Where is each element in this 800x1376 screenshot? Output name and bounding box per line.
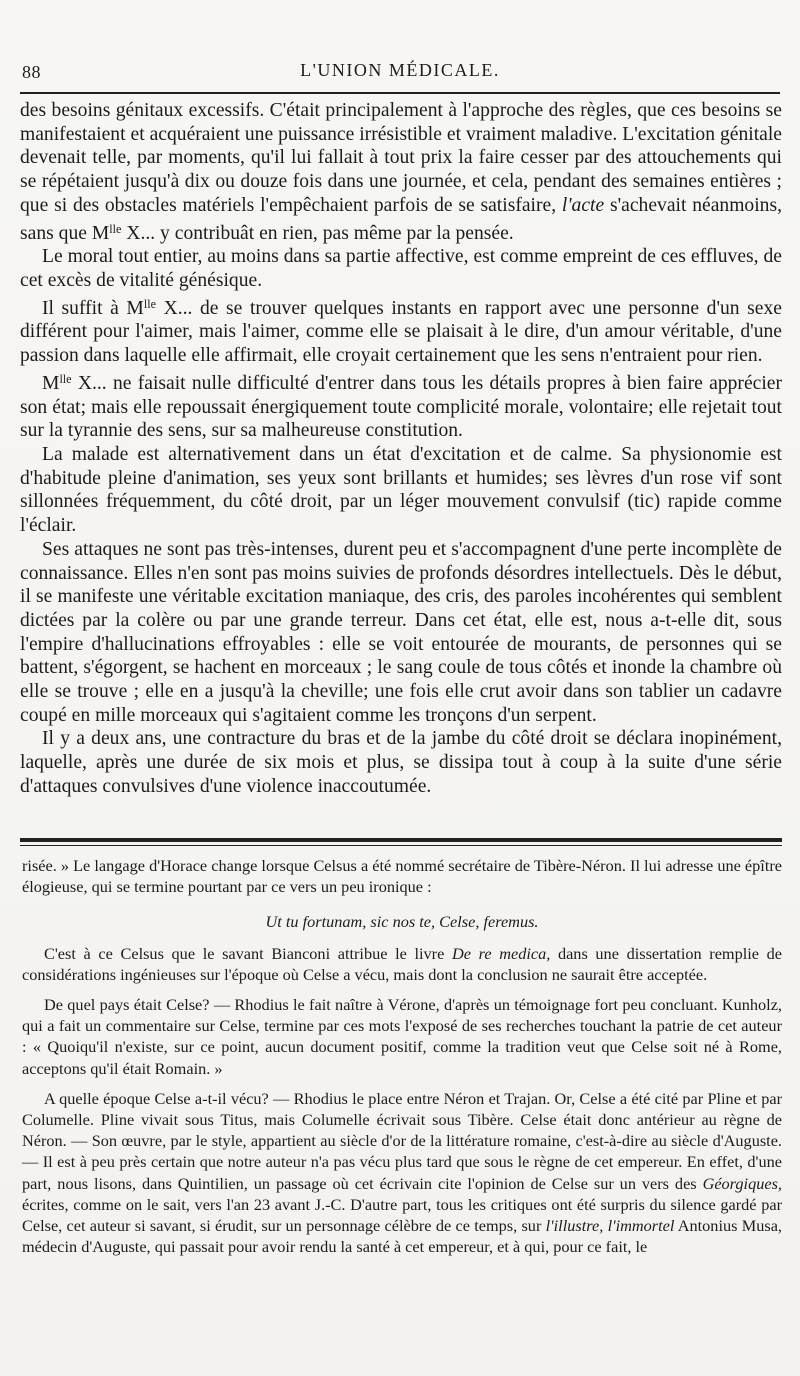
note-paragraph: A quelle époque Celse a-t-il vécu? — Rhodius le place entre Néron et Trajan. Or, Celse a été cité par Pline et par Columelle. Pline vivait sous Titus, mais Columelle écrivait sous Tibère. Celse était donc antérieur au règne de Néron. — Son œuvre, par le style, appartient au siècle d'or de la littérature romaine, c'est-à-dire au siècle d'Auguste. — Il est à peu près certain que notre auteur n'a pas vécu plus tard que sous le règne de cet empereur. En effet, d'une part, nous lisons, dans Quintilien, un passage où cet écrivain cite l'opinion de Celse sur un vers des Géorgiques, écrites, comme on le sait, vers l'an 23 avant J.-C. D'autre part, tous les critiques ont été surpris du silence gardé par Celse, cet auteur si savant, si érudit, sur un personnage célèbre de ce temps, sur l'illustre, l'immortel Antonius Musa, médecin d'Auguste, qui passait pour avoir rendu la santé à cet empereur, et à qui, pour ce fait, le <box>22 1088 782 1257</box>
page-number: 88 <box>22 62 41 82</box>
paragraph: Le moral tout entier, au moins dans sa partie affective, est comme empreint de ces effluves, de cet excès de vitalité génésique. <box>20 246 782 291</box>
footnote-rule-thin <box>20 845 782 846</box>
paragraph: des besoins génitaux excessifs. C'était principalement à l'approche des règles, que ces besoins se manifestaient et acquéraient une puissance irrésistible et vraiment maladive. L'excitation génitale devenait telle, par moments, qu'il lui fallait à tout prix la faire cesser par des attouchements qui se répétaient jusqu'à dix ou douze fois dans une journée, et cela, pendant des semaines entières ; que si des obstacles matériels l'empêchaient parfois de se satisfaire, l'acte s'achevait néanmoins, sans que $M^{lle}$ X... y contribuât en rien, pas même par la pensée. <box>20 100 782 244</box>
header-rule <box>20 92 780 94</box>
paragraph: Ses attaques ne sont pas très-intenses, durent peu et s'accompagnent d'une perte incomplète de connaissance. Elles n'en sont pas moins suivies de profonds désordres intellectuels. Dès le début, il se manifeste une véritable excitation maniaque, des cris, des paroles incohérentes qui semblent dictées par la colère ou par une grande terreur. Dans cet état, elle est, nous a-t-elle dit, sous l'empire d'hallucinations effroyables : elle se voit entourée de mourants, de personnes qui se battent, s'égorgent, se hachent en morceaux ; le sang coule de tous côtés et inonde la chambre où elle se trouve ; elle en a jusqu'à la cheville; une fois elle crut avoir dans son tablier un cadavre coupé en mille morceaux qui s'agitaient comme les tronçons d'un serpent. <box>20 538 782 726</box>
footnotes <box>22 855 782 1257</box>
footnote-rule <box>20 838 782 842</box>
note-paragraph: De quel pays était Celse? — Rhodius le fait naître à Vérone, d'après un témoignage fort peu concluant. Kunholz, qui a fait un commentaire sur Celse, termine par ces mots l'exposé de ses recherches touchant la patrie de cet auteur : « Quoiqu'il n'existe, sur ce point, aucun document positif, comme la tradition veut que Celse soit né à Rome, acceptons qu'il était Romain. » <box>22 995 782 1078</box>
paragraph: $M^{lle}$ X... ne faisait nulle difficulté d'entrer dans tous les détails propres à bien faire apprécier son état; mais elle repoussait énergiquement toute complicité morale, volontaire; elle rejetait tout sur la tyrannie des sens, sur sa malheureuse constitution. <box>20 371 782 442</box>
paragraph: La malade est alternativement dans un état d'excitation et de calme. Sa physionomie est d'habitude pleine d'animation, ses yeux sont brillants et humides; ses lèvres d'un rose vif sont sillonnées fréquemment, du côté droit, par un léger mouvement convulsif (tic) rapide comme l'éclair. <box>20 444 782 537</box>
note-paragraph: C'est à ce Celsus que le savant Bianconi attribue le livre De re medica, dans une dissertation remplie de considérations ingénieuses sur l'époque où Celse a vécu, mais dont la conclusion ne saurait être acceptée. <box>22 943 783 984</box>
paragraph: Il suffit à $M^{lle}$ X... de se trouver quelques instants en rapport avec une personne d'un sexe différent pour l'aimer, mais l'aimer, comme elle se plaisait à le dire, d'un amour véritable, d'une passion dans laquelle elle affirmait, elle croyait certainement que les sens n'entraient pour rien. <box>20 296 782 367</box>
main-text <box>20 99 782 799</box>
note-paragraph: risée. » Le langage d'Horace change lorsque Celsus a été nommé secrétaire de Tibère-Néron. Il lui adresse une épître élogieuse, qui se termine pourtant par ce vers un peu ironique : <box>22 856 782 897</box>
page-header <box>20 58 780 88</box>
running-title: L'UNION MÉDICALE. <box>300 60 500 80</box>
latin-quote: Ut tu fortunam, sic nos te, Celse, feremus. <box>265 912 539 932</box>
paragraph: Il y a deux ans, une contracture du bras et de la jambe du côté droit se déclara inopinément, laquelle, après une durée de six mois et plus, se dissipa tout à coup à la suite d'une série d'attaques convulsives d'une violence inaccoutumée. <box>20 728 782 797</box>
